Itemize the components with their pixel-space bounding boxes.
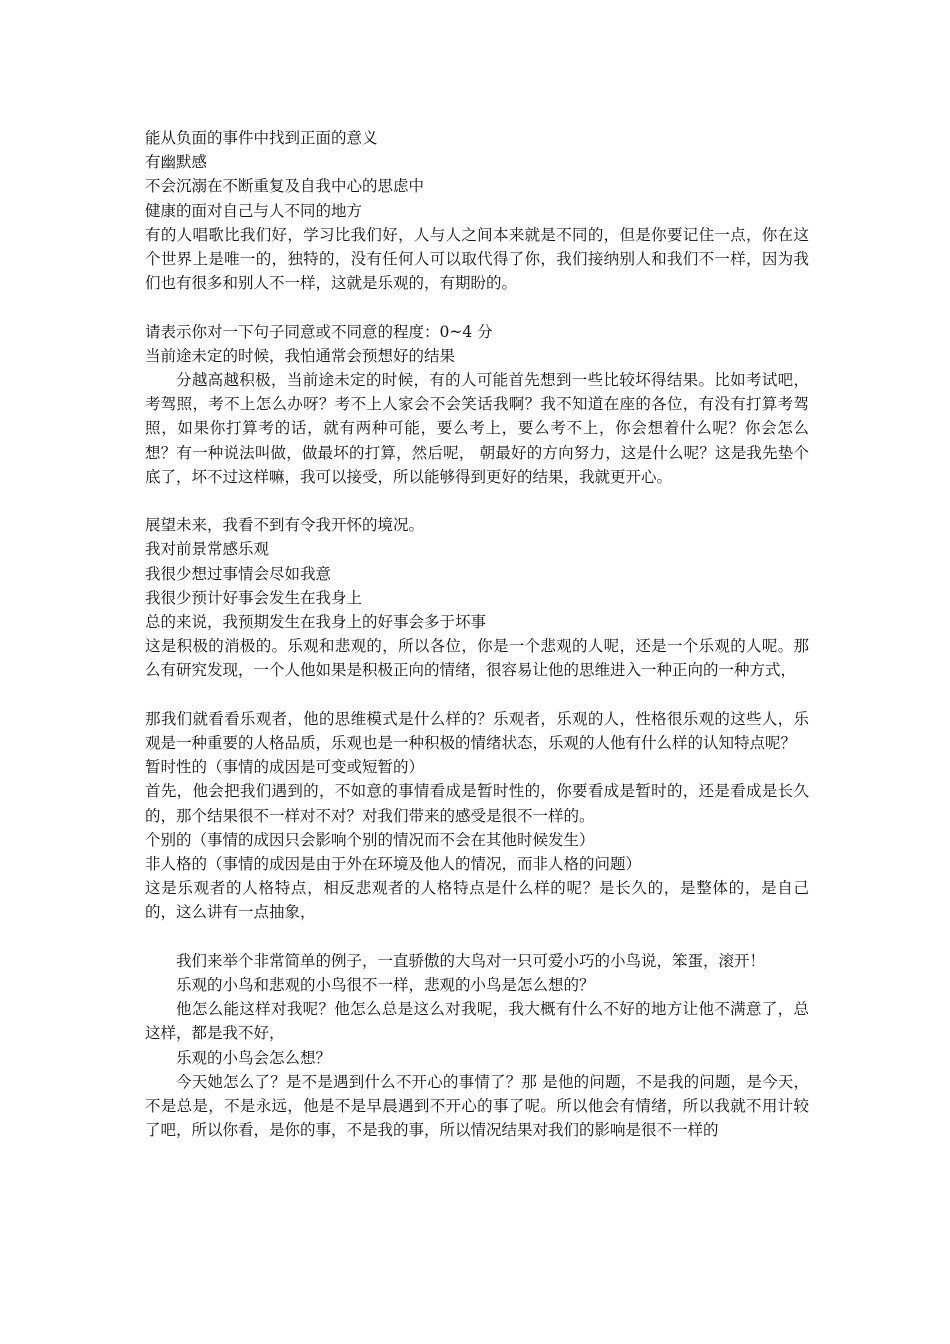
section-heading: 请表示你对一下句子同意或不同意的程度：0~4 分 <box>145 322 493 341</box>
paragraph: 这是乐观者的人格特点，相反悲观者的人格特点是什么样的呢？是长久的，是整体的，是自己的，这么讲有一点抽象， <box>145 879 809 922</box>
text-line: 非人格的（事情的成因是由于外在环境及他人的情况，而非人格的问题） <box>145 855 642 874</box>
paragraph: 乐观的小鸟会怎么想？ <box>176 1048 332 1067</box>
paragraph: 那我们就看看乐观者，他的思维模式是什么样的？乐观者，乐观的人，性格很乐观的这些人，乐观是一种重要的人格品质，乐观也是一种积极的情绪状态，乐观的人他有什么样的认知特点呢？ <box>145 709 809 753</box>
text-line: 健康的面对自己与人不同的地方 <box>145 201 363 220</box>
text-line: 暂时性的（事情的成因是可变或短暂的） <box>145 758 425 777</box>
text-line: 个别的（事情的成因只会影响个别的情况而不会在其他时候发生） <box>145 830 595 849</box>
paragraph: 分越高越积极，当前途未定的时候，有的人可能首先想到一些比较坏得结果。比如考试吧，考驾照，考不上怎么办呀？考不上人家会不会笑话我啊？我不知道在座的各位，有没有打算考驾照，如果你打算考的话，就有两种可能，要么考上，要么考不上，你会想着什么呢？你会怎么想？有一种说法叫做，做最坏的打算，然后呢， 朝最好的方向努力，这是什么呢？这是我先垫个底了，坏不过这样嘛，我可以接受，所以能够得到更好的结果，我就更开心。 <box>145 371 809 486</box>
text-line: 有幽默感 <box>145 153 208 172</box>
blank-line <box>145 925 809 949</box>
survey-item: 我很少预计好事会发生在我身上 <box>145 588 363 607</box>
survey-item: 当前途未定的时候，我怕通常会预想好的结果 <box>145 346 456 365</box>
paragraph: 有的人唱歌比我们好，学习比我们好，人与人之间本来就是不同的，但是你要记住一点，你在这个世界上是唯一的，独特的，没有任何人可以取代得了你，我们接纳别人和我们不一样，因为我们也有很多和别人不一样，这就是乐观的，有期盼的。 <box>145 225 809 293</box>
survey-item: 总的来说，我预期发生在我身上的好事会多于坏事 <box>145 613 487 632</box>
survey-item: 我对前景常感乐观 <box>145 540 270 559</box>
survey-item: 展望未来，我看不到有令我开怀的境况。 <box>145 516 425 535</box>
paragraph: 首先，他会把我们遇到的，不如意的事情看成是暂时性的，你要看成是暂时的，还是看成是长久的，那个结果很不一样对不对？对我们带来的感受是很不一样的。 <box>145 782 809 825</box>
survey-item: 我很少想过事情会尽如我意 <box>145 564 332 583</box>
paragraph: 他怎么能这样对我呢？他怎么总是这么对我呢，我大概有什么不好的地方让他不满意了，总这样，都是我不好， <box>145 1000 809 1043</box>
blank-line <box>145 295 809 319</box>
text-line: 不会沉溺在不断重复及自我中心的思虑中 <box>145 177 425 196</box>
paragraph: 乐观的小鸟和悲观的小鸟很不一样，悲观的小鸟是怎么想的？ <box>176 976 595 995</box>
blank-line <box>145 683 809 707</box>
document-body <box>145 126 809 1142</box>
paragraph: 我们来举个非常简单的例子，一直骄傲的大鸟对一只可爱小巧的小鸟说，笨蛋，滚开！ <box>176 951 766 970</box>
text-line: 能从负面的事件中找到正面的意义 <box>145 129 378 147</box>
paragraph: 今天她怎么了？是不是遇到什么不开心的事情了？那 是他的问题，不是我的问题，是今天，不是总是，不是永远，他是不是早晨遇到不开心的事了呢。所以他会有情绪，所以我就不用计较了吧，所以你看，是你的事，不是我的事，所以情况结果对我们的影响是很不一样的 <box>145 1072 809 1140</box>
blank-line <box>145 489 809 513</box>
paragraph: 这是积极的消极的。乐观和悲观的，所以各位，你是一个悲观的人呢，还是一个乐观的人呢。那么有研究发现，一个人他如果是积极正向的情绪，很容易让他的思维进入一种正向的一种方式， <box>145 637 809 680</box>
